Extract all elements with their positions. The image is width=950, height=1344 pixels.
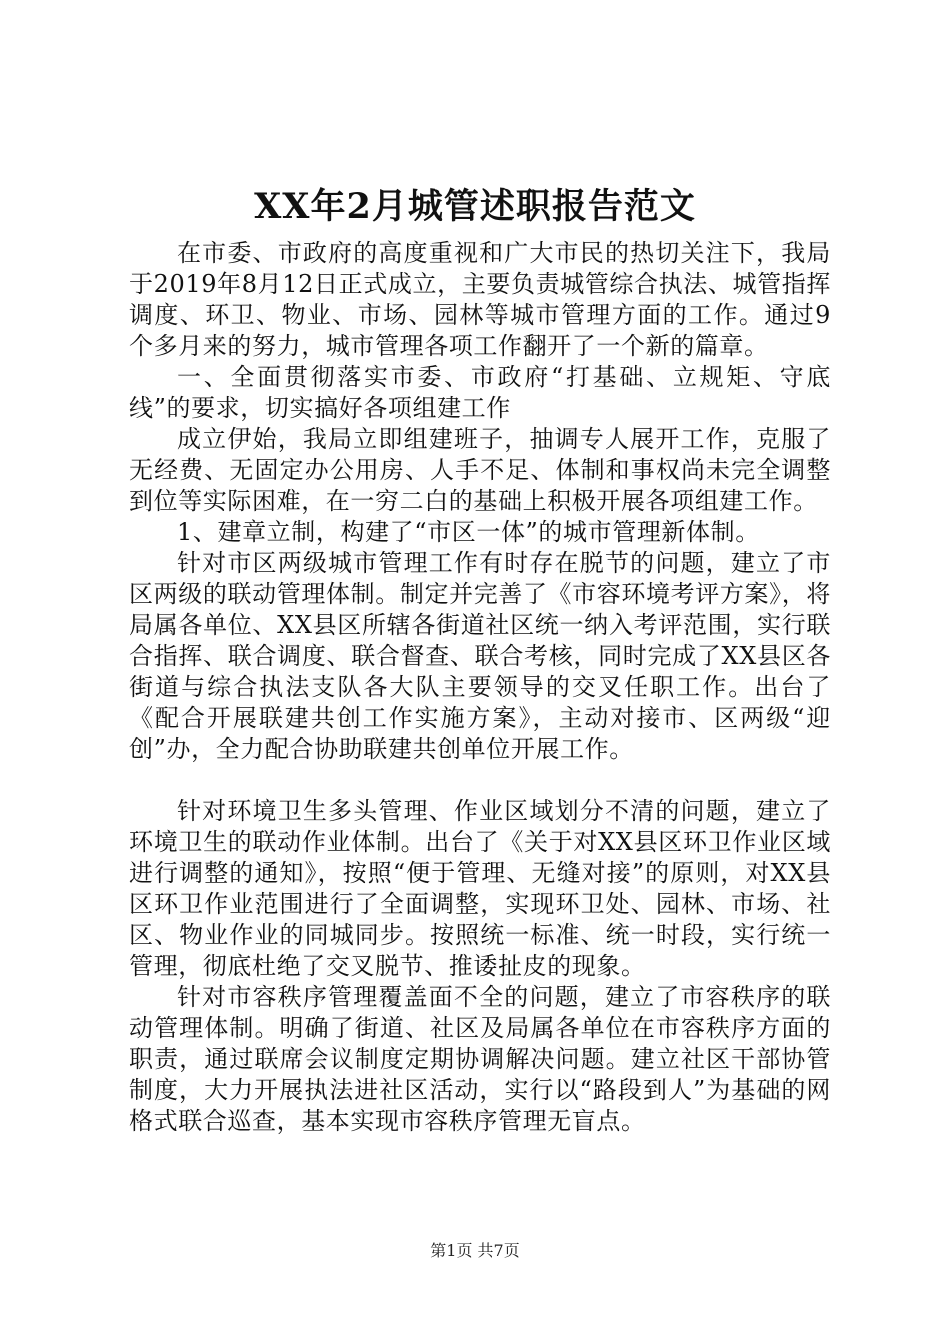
paragraph-city-order: 针对市容秩序管理覆盖面不全的问题，建立了市容秩序的联动管理体制。明确了街道、社区及局属各单位在市容秩序方面的职责，通过联席会议制度定期协调解决问题。建立社区干部协管制度，大力开展执法进社区活动，实行以“路段到人”为基础的网格式联合巡查，基本实现市容秩序管理无盲点。 [129,983,831,1135]
paragraph-sanitation: 针对环境卫生多头管理、作业区域划分不清的问题，建立了环境卫生的联动作业体制。出台了《关于对XX县区环卫作业区域进行调整的通知》，按照“便于管理、无缝对接”的原则，对XX县区环卫作业范围进行了全面调整，实现环卫处、园林、市场、社区、物业作业的同城同步。按照统一标准、统一时段，实行统一管理，彻底杜绝了交叉脱节、推诿扯皮的现象。 [129,797,831,980]
page-number-footer: 第1页 共7页 [430,1241,520,1260]
paragraph-linkage-system: 针对市区两级城市管理工作有时存在脱节的问题，建立了市区两级的联动管理体制。制定并完善了《市容环境考评方案》，将局属各单位、XX县区所辖各街道社区统一纳入考评范围，实行联合指挥、联合调度、联合督查、联合考核，同时完成了XX县区各街道与综合执法支队各大队主要领导的交叉任职工作。出台了《配合开展联建共创工作实施方案》，主动对接市、区两级“迎创”办，全力配合协助联建共创单位开展工作。 [129,549,831,763]
paragraph-setup: 成立伊始，我局立即组建班子，抽调专人展开工作，克服了无经费、无固定办公用房、人手不足、体制和事权尚未完全调整到位等实际困难，在一穷二白的基础上积极开展各项组建工作。 [129,425,831,515]
document-title: XX年2月城管述职报告范文 [254,186,696,227]
paragraph-intro: 在市委、市政府的高度重视和广大市民的热切关注下，我局于2019年8月12日正式成立，主要负责城管综合执法、城管指挥调度、环卫、物业、市场、园林等城市管理方面的工作。通过9个多月来的努力，城市管理各项工作翻开了一个新的篇章。 [129,239,831,360]
document-body [129,238,831,1137]
subsection-heading-1: 1、建章立制，构建了“市区一体”的城市管理新体制。 [177,518,760,546]
section-heading-1: 一、全面贯彻落实市委、市政府“打基础、立规矩、守底线”的要求，切实搞好各项组建工作 [129,363,831,422]
